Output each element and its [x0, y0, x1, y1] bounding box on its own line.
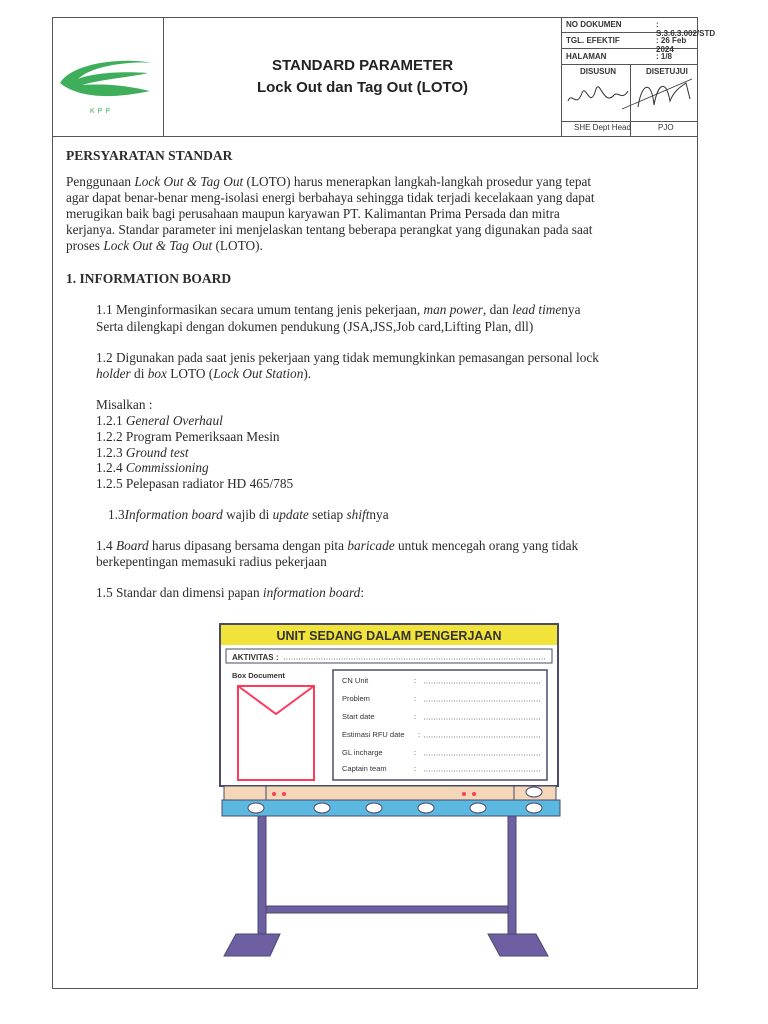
field-label: Start date: [342, 712, 375, 721]
example-item: 1.2.4 Commissioning: [96, 460, 209, 475]
field-label: CN Unit: [342, 676, 369, 685]
svg-text:KPP: KPP: [90, 108, 114, 115]
board-foot-left: [224, 934, 280, 956]
company-logo: [52, 17, 164, 137]
item-1-2-line-1: 1.2 Digunakan pada saat jenis pekerjaan yang tidak memungkinkan pemasangan personal lock: [96, 350, 599, 365]
document-box: [238, 686, 314, 780]
item-1-4-line-1: 1.4 Board harus dipasang bersama dengan pita baricade untuk mencegah orang yang tidak: [96, 538, 579, 553]
board-crossbar: [266, 906, 508, 913]
document-title: [164, 17, 562, 137]
document-meta: [562, 17, 716, 137]
disusun-role: SHE Dept Head: [574, 123, 631, 132]
item-1-1-line-2: Serta dilengkapi dengan dokumen pendukung (JSA,JSS,Job card,Lifting Plan, dll): [96, 319, 534, 334]
meta-no-dokumen: NO DOKUMEN : S.3.6.3.002/STD: [562, 17, 698, 33]
field-label: GL incharge: [342, 748, 383, 757]
board-foot-right: [488, 934, 548, 956]
svg-text::: :: [414, 712, 417, 721]
information-board-heading: 1. INFORMATION BOARD: [66, 271, 232, 286]
example-item: 1.2.5 Pelepasan radiator HD 465/785: [96, 476, 294, 491]
board-rail: [222, 800, 560, 816]
example-item: 1.2.1 General Overhaul: [96, 413, 223, 428]
box-document-label: Box Document: [232, 671, 285, 680]
title-line-2: Lock Out dan Tag Out (LOTO): [256, 79, 469, 96]
example-item: 1.2.3 Ground test: [96, 445, 189, 460]
board-leg-right: [508, 816, 516, 936]
disetujui-label: DISETUJUI: [646, 67, 688, 76]
svg-text::: :: [418, 730, 421, 739]
item-1-4-line-2: berkepentingan memasuki radius pekerjaan: [96, 554, 327, 569]
meta-halaman: HALAMAN : 1/8: [562, 49, 698, 65]
field-label: Captain team: [342, 764, 387, 773]
disusun-label: DISUSUN: [580, 67, 617, 76]
board-leg-left: [258, 816, 266, 936]
item-1-1-line-1: 1.1 Menginformasikan secara umum tentang jenis pekerjaan, man power, dan lead timenya: [96, 302, 581, 317]
signature-area: [562, 65, 698, 137]
item-1-3: 1.3Information board wajib di update setiap shiftnya: [108, 507, 389, 522]
board-title: UNIT SEDANG DALAM PENGERJAAN: [276, 629, 502, 643]
disetujui-role: PJO: [658, 123, 674, 132]
field-label: Problem: [342, 694, 370, 703]
svg-text::: :: [414, 748, 417, 757]
item-1-5: 1.5 Standar dan dimensi papan information board:: [96, 585, 365, 600]
svg-text::: :: [414, 694, 417, 703]
aktivitas-label: AKTIVITAS :: [232, 653, 279, 662]
information-board-illustration: [218, 622, 563, 962]
persyaratan-heading: PERSYARATAN STANDAR: [66, 148, 233, 163]
signature-icon: [562, 71, 698, 121]
item-1-2-line-2: holder di box LOTO (Lock Out Station).: [96, 366, 312, 381]
title-line-1: STANDARD PARAMETER: [271, 57, 454, 74]
kpp-logo-icon: [52, 17, 164, 137]
example-item: 1.2.2 Program Pemeriksaan Mesin: [96, 429, 280, 444]
information-board-icon: [218, 622, 563, 962]
persyaratan-paragraph: Penggunaan Lock Out & Tag Out (LOTO) harus menerapkan langkah-langkah prosedur yang tepat agar dapat benar-benar meng-isolasi energi berbahaya sehingga tidak terjadi kecelakaan yang dapat merugikan baik bagi perusahaan maupun karyawan PT. Kalimantan Prima Persada dan mitra kerjanya. Standar parameter ini menjelaskan tentang beberapa perangkat yang digunakan pada saat proses Lock Out & Tag Out (LOTO).: [66, 174, 595, 253]
meta-tgl-efektif: TGL. EFEKTIF : 26 Feb 2024: [562, 33, 698, 49]
svg-text::: :: [414, 676, 417, 685]
document-header: [52, 17, 716, 137]
misalkan-label: Misalkan :: [96, 397, 153, 412]
field-label: Estimasi RFU date: [342, 730, 405, 739]
svg-text::: :: [414, 764, 417, 773]
